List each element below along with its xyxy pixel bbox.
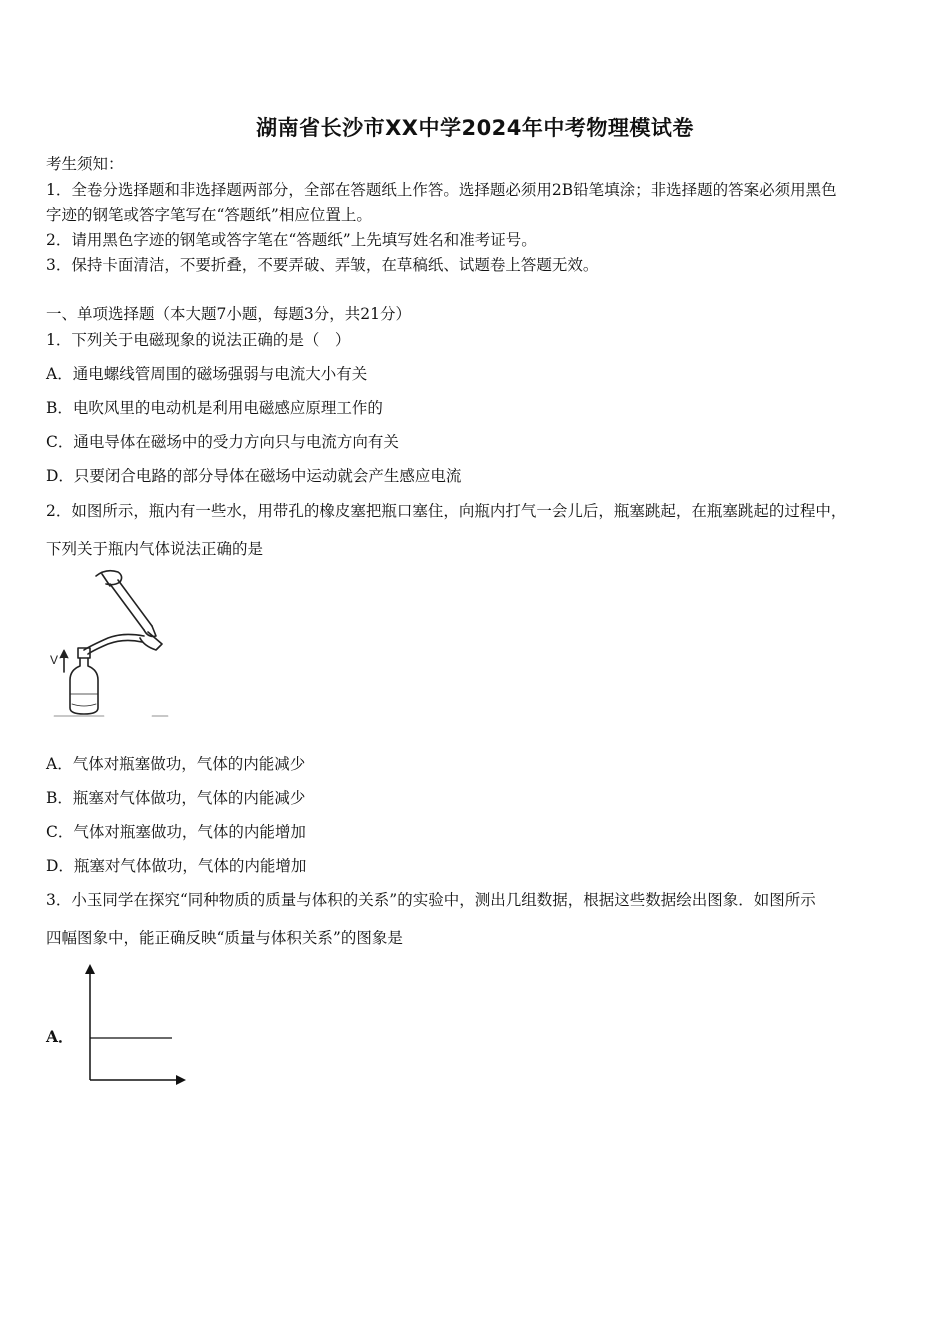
q1-option-a: A．通电螺线管周围的磁场强弱与电流大小有关	[46, 365, 368, 383]
q1-option-d: D．只要闭合电路的部分导体在磁场中运动就会产生感应电流	[46, 467, 462, 485]
y-axis-arrow-icon	[85, 964, 95, 974]
q1-option-c: C．通电导体在磁场中的受力方向只与电流方向有关	[46, 433, 399, 451]
section-heading: 一、单项选择题（本大题7小题，每题3分，共21分）	[46, 305, 411, 323]
q3-option-a-graph	[80, 960, 192, 1088]
q1-option-b: B．电吹风里的电动机是利用电磁感应原理工作的	[46, 399, 383, 417]
q3-stem-line1: 3．小玉同学在探究“同种物质的质量与体积的关系”的实验中，测出几组数据，根据这些数据绘出图象．如图所示	[46, 891, 816, 909]
notice-item-1: 1．全卷分选择题和非选择题两部分，全部在答题纸上作答。选择题必须用2B铅笔填涂；非选择题的答案必须用黑色	[46, 181, 837, 199]
q3-option-a-label: A．	[46, 1027, 74, 1046]
q2-option-d: D．瓶塞对气体做功，气体的内能增加	[46, 857, 307, 875]
notice-heading: 考生须知：	[46, 155, 124, 173]
q2-pump-bottle-figure	[44, 566, 174, 718]
notice-item-3: 3．保持卡面清洁，不要折叠，不要弄破、弄皱，在草稿纸、试题卷上答题无效。	[46, 256, 599, 274]
x-axis-arrow-icon	[176, 1075, 186, 1085]
q2-stem-line1: 2．如图所示，瓶内有一些水，用带孔的橡皮塞把瓶口塞住，向瓶内打气一会儿后，瓶塞跳起，在瓶塞跳起的过程中，	[46, 502, 847, 520]
q1-stem: 1．下列关于电磁现象的说法正确的是（ ）	[46, 331, 351, 349]
q3-stem-line2: 四幅图象中，能正确反映“质量与体积关系”的图象是	[46, 929, 403, 947]
q2-option-b: B．瓶塞对气体做功，气体的内能减少	[46, 789, 306, 807]
hand-shape	[96, 571, 122, 585]
q2-option-a: A．气体对瓶塞做功，气体的内能减少	[46, 755, 306, 773]
exam-title: 湖南省长沙市XX中学2024年中考物理模试卷	[256, 116, 694, 140]
notice-item-1-cont: 字迹的钢笔或答字笔写在“答题纸”相应位置上。	[46, 206, 372, 224]
q2-stem-line2: 下列关于瓶内气体说法正确的是	[46, 540, 264, 558]
notice-item-2: 2．请用黑色字迹的钢笔或答字笔在“答题纸”上先填写姓名和准考证号。	[46, 231, 537, 249]
velocity-label: V	[50, 653, 59, 667]
q2-option-c: C．气体对瓶塞做功，气体的内能增加	[46, 823, 306, 841]
